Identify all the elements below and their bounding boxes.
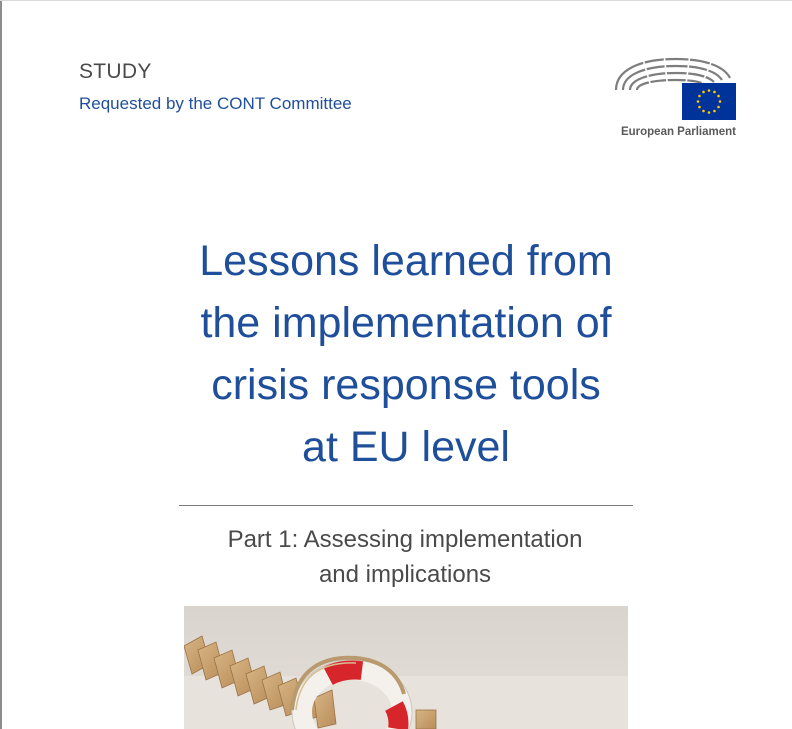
title-line: the implementation of	[200, 299, 612, 347]
eu-star-icon	[708, 89, 711, 92]
eu-star-icon	[717, 106, 720, 109]
eu-star-icon	[708, 111, 711, 114]
eu-star-icon	[697, 100, 700, 103]
document-subtitle	[150, 522, 660, 592]
eu-star-icon	[713, 110, 716, 113]
eu-star-icon	[717, 95, 720, 98]
eu-star-icon	[698, 106, 701, 109]
title-line: Lessons learned from	[199, 237, 613, 285]
document-title	[130, 230, 682, 478]
eu-star-icon	[698, 95, 701, 98]
title-line: crisis response tools	[211, 361, 601, 409]
logo-wordmark: European Parliament	[620, 126, 736, 138]
cover-photo	[184, 606, 628, 729]
title-divider	[179, 505, 633, 506]
eu-star-icon	[702, 110, 705, 113]
subtitle-line: and implications	[318, 561, 492, 588]
page-edge-top	[0, 0, 792, 1]
document-type-label: STUDY	[79, 60, 152, 83]
title-line: at EU level	[302, 423, 510, 471]
subtitle-line: Part 1: Assessing implementation	[227, 526, 583, 553]
hemicycle-flag-icon	[612, 54, 736, 124]
eu-star-icon	[713, 91, 716, 94]
eu-star-icon	[702, 91, 705, 94]
requested-by-line: Requested by the CONT Committee	[79, 94, 352, 113]
dominoes-lifebuoy-image	[184, 606, 628, 729]
page-edge	[0, 0, 2, 729]
eu-star-icon	[719, 100, 722, 103]
european-parliament-logo	[612, 54, 736, 144]
